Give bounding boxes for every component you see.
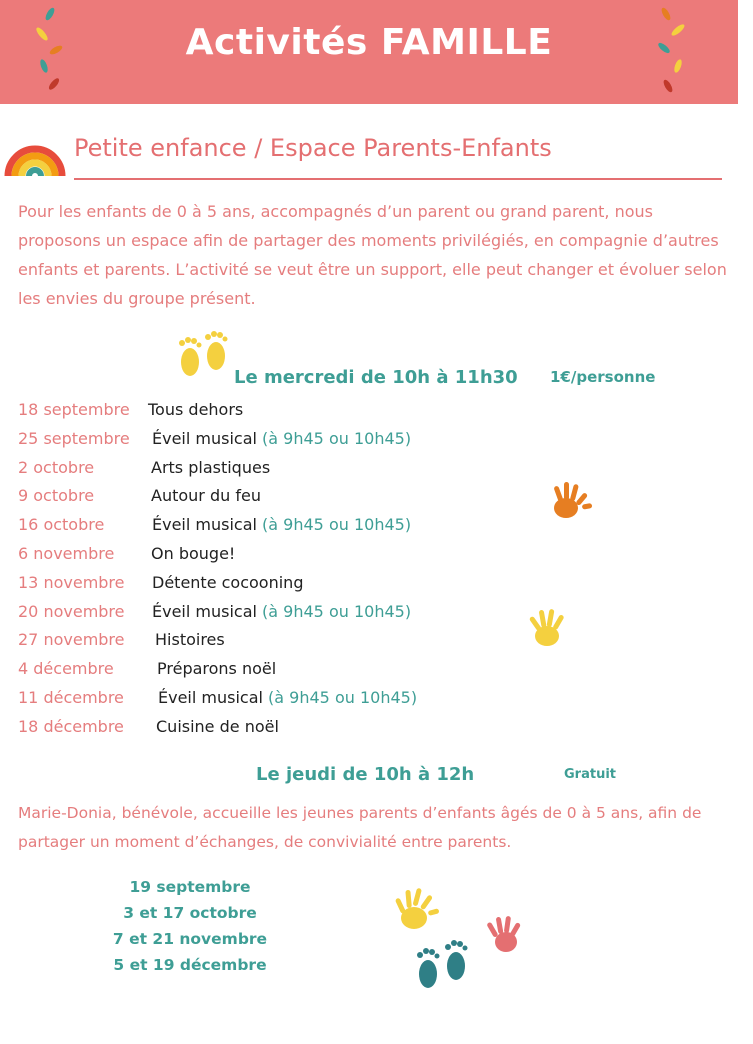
- thursday-date: 7 et 21 novembre: [112, 930, 268, 948]
- thursday-dates: [80, 874, 300, 978]
- schedule-activity: Éveil musical (à 9h45 ou 10h45): [152, 515, 412, 535]
- wednesday-schedule: [18, 396, 538, 742]
- schedule-date: 18 septembre: [18, 400, 130, 419]
- thursday-description: Marie-Donia, bénévole, accueille les jeunes parents d’enfants âgés de 0 à 5 ans, afin de partager un moment d’échanges, de convivialité entre parents.: [18, 804, 702, 851]
- schedule-row: [18, 655, 538, 684]
- thursday-date: 3 et 17 octobre: [123, 904, 257, 922]
- handprint-icon: [548, 480, 594, 522]
- schedule-date: 9 octobre: [18, 486, 95, 506]
- schedule-row: [18, 569, 538, 598]
- schedule-date: 16 octobre: [18, 515, 105, 535]
- page-title: Activités FAMILLE: [185, 22, 553, 63]
- schedule-row: [18, 626, 538, 655]
- header-banner: [0, 0, 738, 104]
- section-divider: [74, 178, 722, 180]
- wednesday-heading: Le mercredi de 10h à 11h30: [234, 367, 518, 388]
- schedule-row: [18, 598, 538, 627]
- schedule-row: [18, 425, 538, 454]
- schedule-activity: Éveil musical (à 9h45 ou 10h45): [152, 428, 412, 448]
- section-title: Petite enfance / Espace Parents-Enfants: [74, 134, 552, 162]
- schedule-row: [18, 713, 538, 742]
- schedule-date: 4 décembre: [18, 659, 114, 679]
- schedule-date: 6 novembre: [18, 543, 115, 563]
- schedule-date: 27 novembre: [18, 630, 125, 650]
- schedule-row: [18, 454, 538, 483]
- schedule-row: [18, 396, 538, 425]
- handprint-icon: [484, 914, 526, 956]
- schedule-date: 20 novembre: [18, 601, 125, 621]
- schedule-activity: Arts plastiques: [151, 457, 271, 477]
- schedule-activity: Éveil musical (à 9h45 ou 10h45): [152, 601, 412, 621]
- handprint-icon: [392, 884, 442, 932]
- thursday-heading: Le jeudi de 10h à 12h: [256, 764, 475, 785]
- schedule-row: [18, 540, 538, 569]
- schedule-activity: Éveil musical (à 9h45 ou 10h45): [158, 687, 418, 707]
- wednesday-price: 1€/personne: [550, 368, 656, 386]
- schedule-activity: Histoires: [155, 630, 225, 650]
- baby-footprints-icon: [410, 936, 476, 990]
- schedule-date: 11 décembre: [18, 687, 124, 707]
- schedule-activity: Autour du feu: [151, 486, 261, 506]
- handprint-icon: [527, 606, 569, 650]
- schedule-date: 25 septembre: [18, 428, 130, 448]
- baby-footprints-icon: [172, 330, 236, 378]
- thursday-date: 19 septembre: [129, 878, 251, 896]
- confetti-icon: [652, 4, 692, 100]
- schedule-row: [18, 684, 538, 713]
- schedule-activity: Tous dehors: [148, 400, 244, 419]
- schedule-activity: On bouge!: [151, 543, 236, 563]
- schedule-date: 18 décembre: [18, 716, 124, 736]
- schedule-date: 2 octobre: [18, 457, 95, 477]
- thursday-price: Gratuit: [564, 767, 616, 782]
- rainbow-icon: [4, 118, 66, 180]
- thursday-date: 5 et 19 décembre: [113, 956, 267, 974]
- schedule-activity: Préparons noël: [157, 659, 277, 679]
- schedule-date: 13 novembre: [18, 572, 125, 592]
- intro-paragraph: Pour les enfants de 0 à 5 ans, accompagnés d’un parent ou grand parent, nous proposons un espace afin de partager des moments privilégiés, en compagnie d’autres enfants et parents. L’activité se veut être un support, elle peut changer et évoluer selon les envies du groupe présent.: [18, 202, 727, 308]
- schedule-activity: Cuisine de noël: [156, 716, 279, 736]
- schedule-row: [18, 482, 538, 511]
- schedule-row: [18, 511, 538, 540]
- section-header: [0, 118, 753, 188]
- schedule-activity: Détente cocooning: [152, 572, 304, 592]
